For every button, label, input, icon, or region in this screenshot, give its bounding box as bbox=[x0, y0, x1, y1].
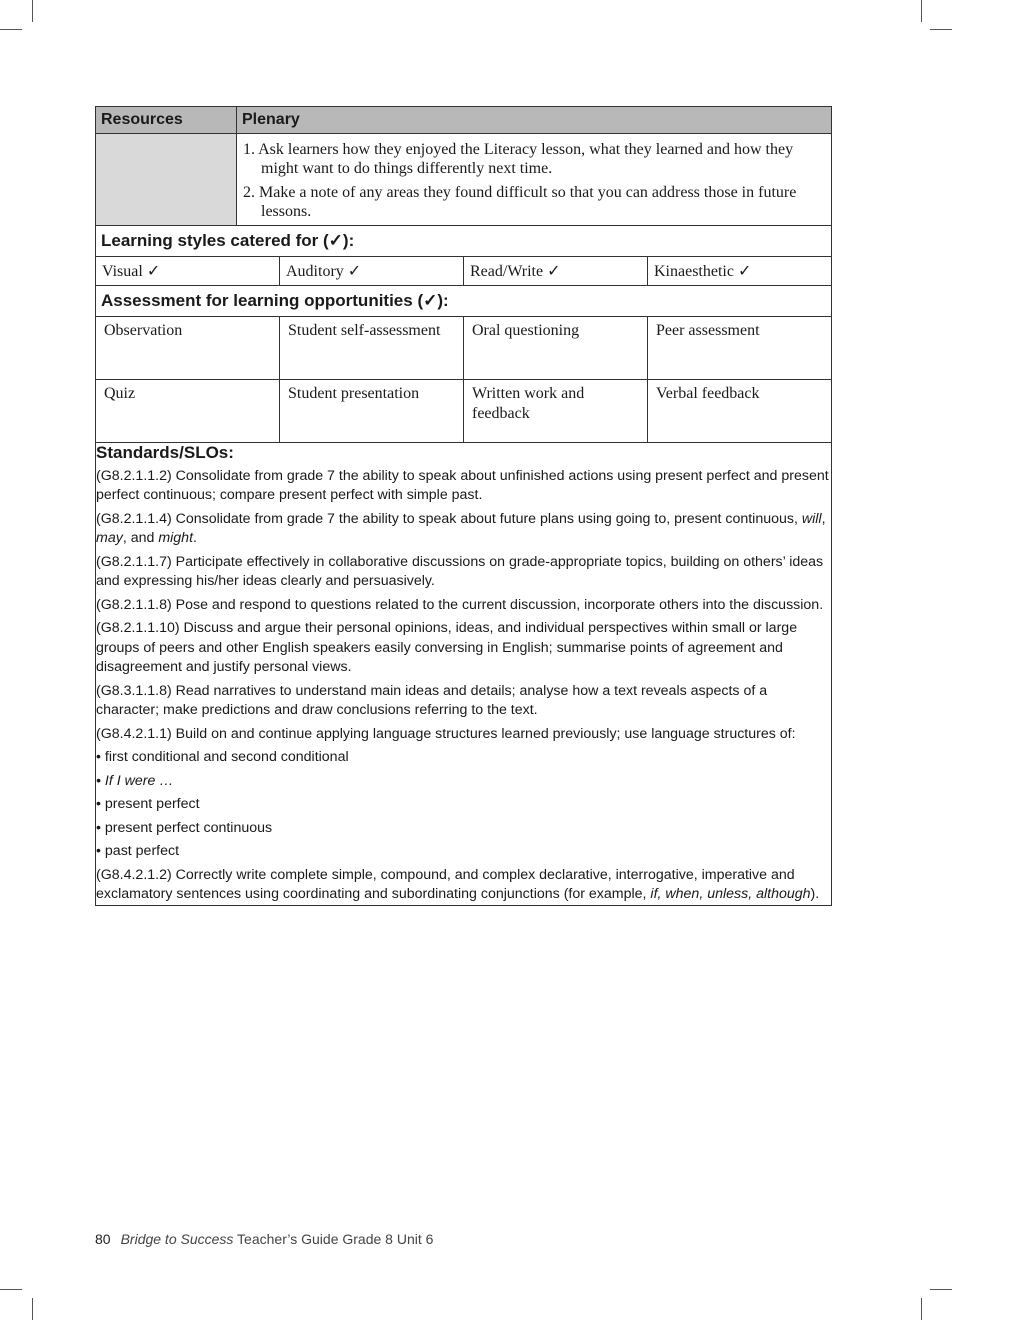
plenary-cell bbox=[237, 134, 832, 226]
bullet-item: • first conditional and second conditional bbox=[96, 749, 349, 765]
plenary-item: 2. Make a note of any areas they found difficult so that you can address those in future lessons. bbox=[243, 184, 797, 220]
bullet-item: • present perfect continuous bbox=[96, 819, 273, 836]
crop-mark bbox=[32, 0, 33, 22]
style-visual: Visual ✓ bbox=[96, 257, 280, 286]
page-footer bbox=[95, 1231, 433, 1247]
standard-item: (G8.4.2.1.2) Correctly write complete simple, compound, and complex declarative, interrogative, imperative and exclamatory sentences using coordinating and subordinating conjunctions (for example, if, when, unless, although). bbox=[96, 866, 820, 902]
assessment-cell: Written work and feedback bbox=[464, 380, 648, 443]
resources-header: Resources bbox=[96, 107, 237, 134]
crop-mark bbox=[921, 1298, 922, 1320]
standards-cell bbox=[96, 443, 832, 906]
crop-mark bbox=[930, 29, 952, 30]
standard-item: (G8.2.1.1.7) Participate effectively in collaborative discussions on grade-appropriate topics, building on others’ ideas and expressing his/her ideas clearly and persuasively. bbox=[96, 553, 824, 589]
bullet-item: • past perfect bbox=[96, 843, 180, 859]
book-subtitle: Teacher’s Guide Grade 8 Unit 6 bbox=[233, 1231, 434, 1247]
standards-title: Standards/SLOs: bbox=[96, 443, 234, 462]
plenary-item: 1. Ask learners how they enjoyed the Literacy lesson, what they learned and how they might want to do things differently next time. bbox=[243, 141, 794, 177]
check-icon: ✓ bbox=[737, 261, 752, 280]
assessment-cell: Student self-assessment bbox=[280, 317, 464, 380]
plenary-header: Plenary bbox=[237, 107, 832, 134]
book-title: Bridge to Success bbox=[120, 1231, 234, 1247]
resources-plenary-table bbox=[95, 106, 832, 226]
assessment-cell: Oral questioning bbox=[464, 317, 648, 380]
crop-mark bbox=[0, 29, 22, 30]
lesson-plan-table bbox=[95, 106, 832, 906]
style-kinaesthetic: Kinaesthetic ✓ bbox=[648, 257, 832, 286]
crop-mark bbox=[921, 0, 922, 22]
crop-mark bbox=[0, 1289, 22, 1290]
standard-item: (G8.2.1.1.8) Pose and respond to questions related to the current discussion, incorporate others into the discussion. bbox=[96, 596, 824, 613]
standard-item: (G8.4.2.1.1) Build on and continue applying language structures learned previously; use language structures of: bbox=[96, 725, 796, 742]
assessment-cell: Peer assessment bbox=[648, 317, 832, 380]
assessment-cell: Student presentation bbox=[280, 380, 464, 443]
standard-item: (G8.2.1.1.2) Consolidate from grade 7 the ability to speak about unfinished actions using present perfect and present perfect continuous; compare present perfect with simple past. bbox=[96, 467, 829, 503]
assessment-cell: Observation bbox=[96, 317, 280, 380]
assessment-title: Assessment for learning opportunities (✓): bbox=[96, 286, 832, 317]
page-number: 80 bbox=[95, 1231, 111, 1247]
check-icon: ✓ bbox=[347, 261, 362, 280]
standard-item: (G8.3.1.1.8) Read narratives to understand main ideas and details; analyse how a text reveals aspects of a character; make predictions and draw conclusions referring to the text. bbox=[96, 682, 768, 718]
assessment-cell: Verbal feedback bbox=[648, 380, 832, 443]
style-read-write: Read/Write ✓ bbox=[464, 257, 648, 286]
style-auditory: Auditory ✓ bbox=[280, 257, 464, 286]
resources-cell bbox=[96, 134, 237, 226]
check-icon: ✓ bbox=[146, 261, 161, 280]
learning-styles-table bbox=[95, 225, 832, 906]
standard-item: (G8.2.1.1.10) Discuss and argue their personal opinions, ideas, and individual perspectives within small or large groups of peers and other English speakers easily conversing in English; summarise points of agreement and disagreement and justify personal views. bbox=[96, 620, 798, 675]
bullet-item: • If I were … bbox=[96, 772, 174, 789]
assessment-cell: Quiz bbox=[96, 380, 280, 443]
learning-styles-title: Learning styles catered for (✓): bbox=[96, 226, 832, 257]
standard-item: (G8.2.1.1.4) Consolidate from grade 7 the ability to speak about future plans using going to, present continuous, will, may, and might. bbox=[96, 510, 826, 546]
bullet-item: • present perfect bbox=[96, 796, 200, 812]
crop-mark bbox=[32, 1298, 33, 1320]
check-icon: ✓ bbox=[547, 261, 561, 280]
crop-mark bbox=[930, 1289, 952, 1290]
